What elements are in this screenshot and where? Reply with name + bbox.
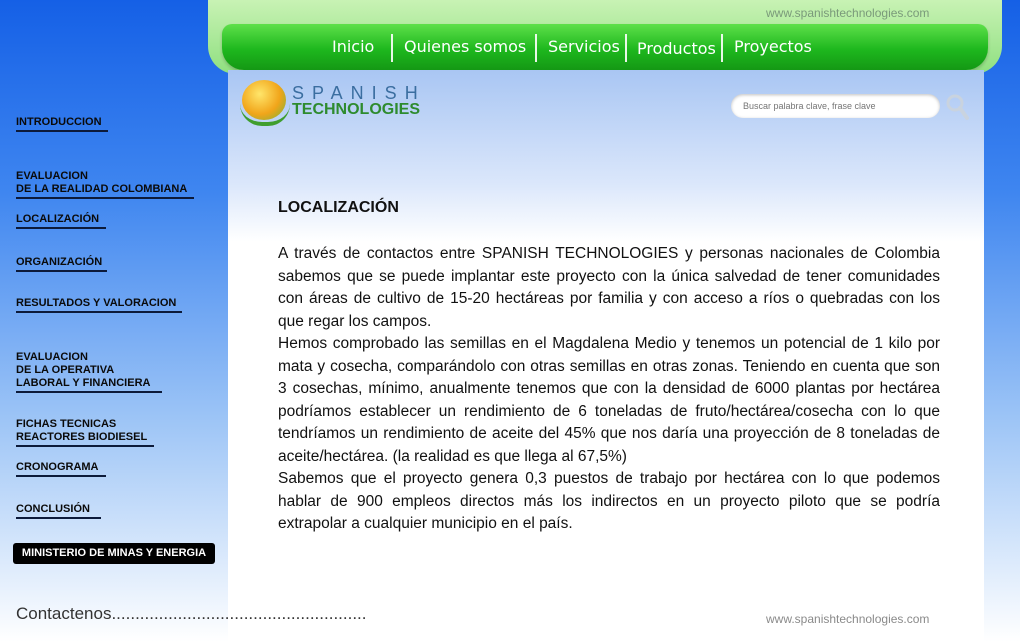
sidebar-item-resultados[interactable] (16, 297, 182, 313)
article-body (278, 243, 940, 536)
contact-link[interactable]: Contactenos...................................................... (16, 604, 367, 623)
sidebar-item-evaluacion-realidad[interactable] (16, 157, 194, 212)
nav-separator (391, 34, 393, 62)
nav-servicios[interactable]: Servicios (548, 37, 620, 56)
sidebar-item-fichas-tecnicas[interactable] (16, 405, 154, 460)
logo-text-technologies: TECHNOLOGIES (292, 101, 421, 118)
logo-text-spanish: SPANISH (292, 83, 426, 103)
sidebar-item-label: RESULTADOS Y VALORACION (16, 297, 177, 309)
article-paragraph: A través de contactos entre SPANISH TECHNOLOGIES y personas nacionales de Colombia sabemos que se puede implantar este proyecto con la única salvedad de tener comunidades con áreas de cultivo de 15-20 hectáreas por familia y con acceso a ríos o quebradas con los que regar los campos. (278, 245, 940, 330)
nav-proyectos[interactable]: Proyectos (734, 37, 812, 56)
sidebar-item-cronograma[interactable] (16, 461, 106, 477)
sidebar-item-evaluacion-operativa[interactable] (16, 338, 162, 406)
search-icon[interactable] (944, 92, 970, 122)
sidebar-item-introduccion[interactable] (16, 116, 108, 132)
sidebar-item-label: CONCLUSIÓN (16, 503, 90, 515)
sidebar-item-label: INTRODUCCION (16, 116, 102, 128)
sidebar-item-label: EVALUACION DE LA REALIDAD COLOMBIANA (16, 170, 188, 195)
article-paragraph: Hemos comprobado las semillas en el Magdalena Medio y tenemos un potencial de 1 kilo por mata y cosecha, comparándolo con otras semillas en otras zonas. Teniendo en cuenta que son 3 cosechas, mínimo, anualmente tenemos que con la densidad de 6000 plantas por hectárea podríamos establecer un rendimiento de 6 toneladas de fruto/hectárea/cosecha con lo que tendríamos un rendimiento de aceite del 45% que nos daría una proyección de 8 toneladas de aceite/hectárea. (la realidad es que llega al 67,5%) (278, 335, 940, 465)
sidebar-item-label: ORGANIZACIÓN (16, 256, 103, 268)
sidebar-item-label: CRONOGRAMA (16, 461, 99, 473)
footer-url[interactable]: www.spanishtechnologies.com (766, 612, 930, 626)
nav-productos[interactable]: Productos (637, 39, 716, 58)
sidebar-item-localizacion[interactable] (16, 213, 106, 229)
article-title: LOCALIZACIÓN (278, 199, 399, 216)
sidebar-item-label: LOCALIZACIÓN (16, 213, 100, 225)
ministerio-button[interactable]: MINISTERIO DE MINAS Y ENERGIA (13, 543, 215, 564)
nav-inicio[interactable]: Inicio (332, 37, 375, 56)
article-paragraph: Sabemos que el proyecto genera 0,3 puestos de trabajo por hectárea con lo que podemos hablar de 900 empleos directos más los indirectos en un proyecto piloto que se podría extrapolar a cualquier municipio en el país. (278, 470, 940, 532)
sidebar-item-label: FICHAS TECNICAS REACTORES BIODIESEL (16, 418, 148, 443)
sidebar-item-conclusion[interactable] (16, 503, 101, 519)
sidebar-item-label: EVALUACION DE LA OPERATIVA LABORAL Y FINANCIERA (16, 351, 151, 389)
nav-separator (625, 34, 627, 62)
sidebar-item-organizacion[interactable] (16, 256, 107, 272)
nav-quienes-somos[interactable]: Quienes somos (404, 37, 527, 56)
nav-separator (721, 34, 723, 62)
top-url[interactable]: www.spanishtechnologies.com (766, 6, 930, 20)
search-input[interactable] (731, 94, 940, 118)
nav-separator (535, 34, 537, 62)
